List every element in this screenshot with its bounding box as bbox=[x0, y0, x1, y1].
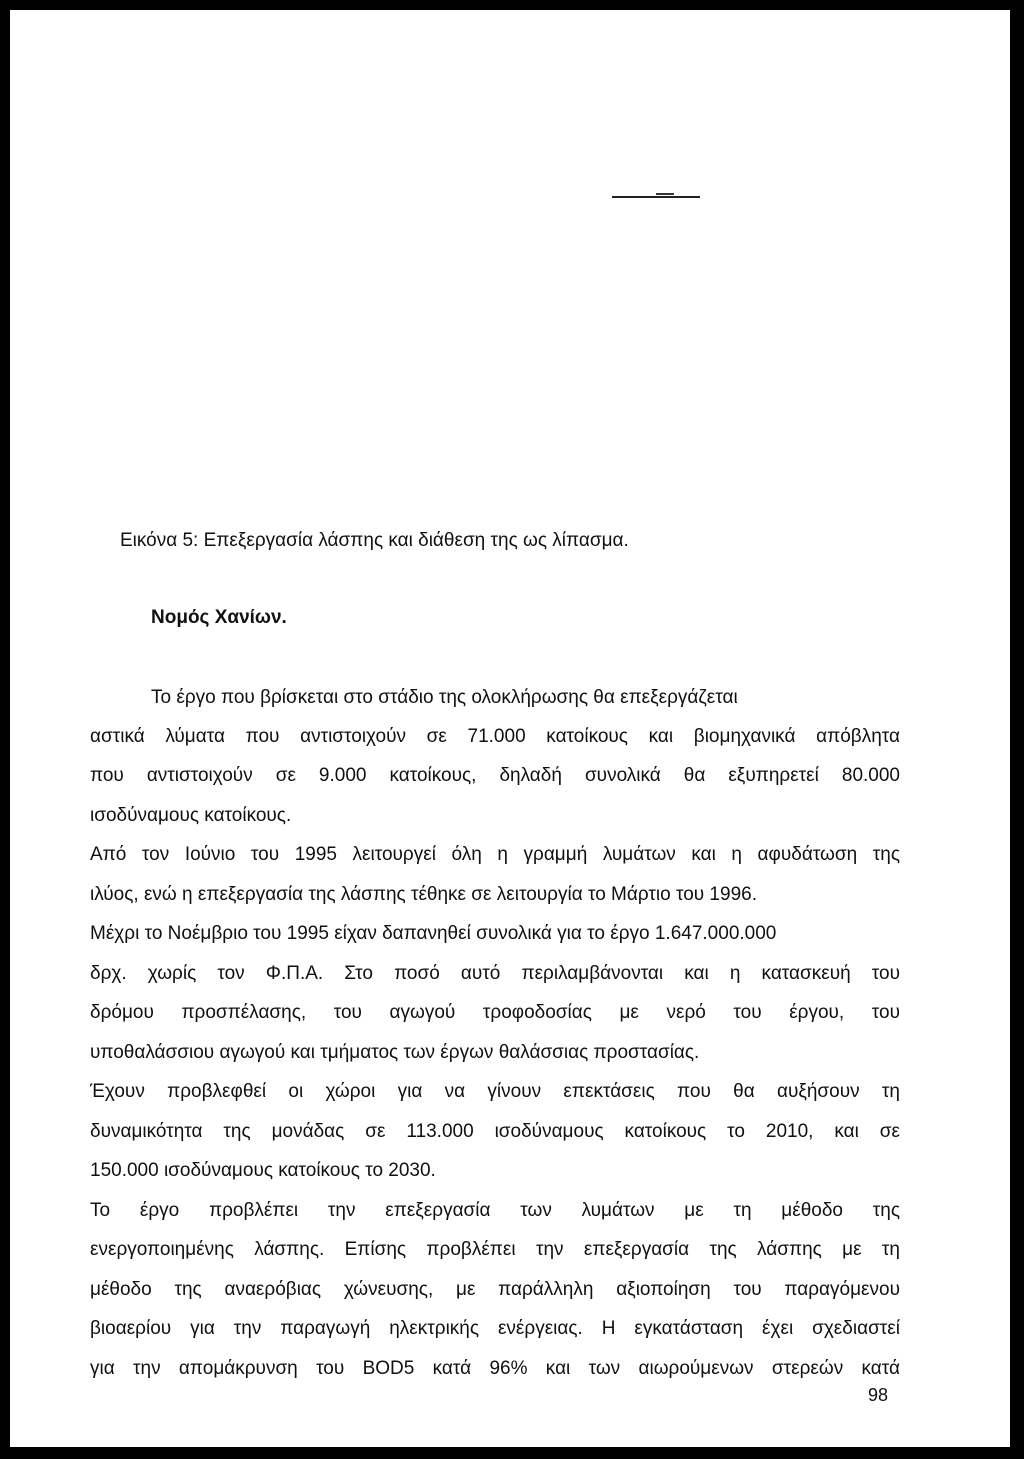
body-text-line: μέθοδο της αναερόβιας χώνευσης, με παράλληλη αξιοποίηση του παραγόμενου bbox=[90, 1279, 900, 1300]
body-text-line: που αντιστοιχούν σε 9.000 κατοίκους, δηλαδή συνολικά θα εξυπηρετεί 80.000 bbox=[90, 765, 900, 786]
body-text-line: Από τον Ιούνιο του 1995 λειτουργεί όλη η γραμμή λυμάτων και η αφυδάτωση της bbox=[90, 844, 900, 865]
body-text-line: 150.000 ισοδύναμους κατοίκους το 2030. bbox=[90, 1160, 436, 1181]
body-text-line: δρόμου προσπέλασης, του αγωγού τροφοδοσίας με νερό του έργου, του bbox=[90, 1002, 900, 1023]
body-text-line: δυναμικότητα της μονάδας σε 113.000 ισοδύναμους κατοίκους το 2010, και σε bbox=[90, 1121, 900, 1142]
body-text-line: ιλύος, ενώ η επεξεργασία της λάσπης τέθηκε σε λειτουργία το Μάρτιο του 1996. bbox=[90, 884, 757, 905]
scan-artifact-mark bbox=[612, 196, 700, 198]
body-text-line: βιοαερίου για την παραγωγή ηλεκτρικής ενέργειας. Η εγκατάσταση έχει σχεδιαστεί bbox=[90, 1318, 900, 1339]
body-text-line: ισοδύναμους κατοίκους. bbox=[90, 805, 292, 826]
body-text-line: υποθαλάσσιου αγωγού και τμήματος των έργων θαλάσσιας προστασίας. bbox=[90, 1042, 700, 1063]
body-text-line: για την απομάκρυνση του BOD5 κατά 96% και των αιωρούμενων στερεών κατά bbox=[90, 1358, 900, 1379]
figure-caption: Εικόνα 5: Επεξεργασία λάσπης και διάθεση της ως λίπασμα. bbox=[120, 530, 629, 551]
section-heading: Νομός Χανίων. bbox=[151, 607, 287, 628]
body-text-line: Έχουν προβλεφθεί οι χώροι για να γίνουν επεκτάσεις που θα αυξήσουν τη bbox=[90, 1081, 900, 1102]
page-number: 98 bbox=[867, 1385, 888, 1405]
body-text-line: ενεργοποιημένης λάσπης. Επίσης προβλέπει την επεξεργασία της λάσπης με τη bbox=[90, 1239, 900, 1260]
body-text-line: Μέχρι το Νοέμβριο του 1995 είχαν δαπανηθεί συνολικά για το έργο 1.647.000.000 bbox=[90, 923, 777, 944]
body-text-line: Το έργο που βρίσκεται στο στάδιο της ολοκλήρωσης θα επεξεργάζεται bbox=[151, 687, 738, 708]
body-text-line: αστικά λύματα που αντιστοιχούν σε 71.000 κατοίκους και βιομηχανικά απόβλητα bbox=[90, 726, 900, 747]
document-page bbox=[10, 10, 1010, 1447]
body-text-line: Το έργο προβλέπει την επεξεργασία των λυμάτων με τη μέθοδο της bbox=[90, 1200, 900, 1221]
body-text-line: δρχ. χωρίς τον Φ.Π.Α. Στο ποσό αυτό περιλαμβάνονται και η κατασκευή του bbox=[90, 963, 900, 984]
